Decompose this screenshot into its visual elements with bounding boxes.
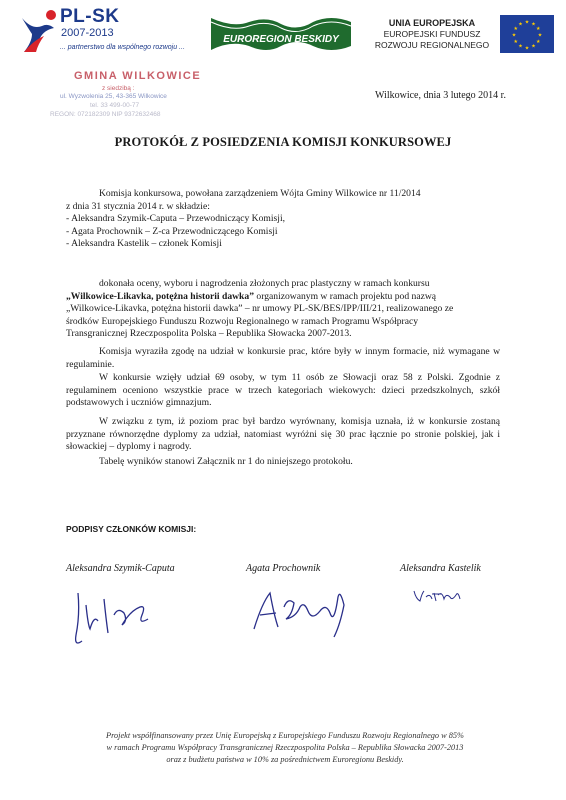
document-date: Wilkowice, dnia 3 lutego 2014 r. — [375, 90, 506, 101]
signatory-name: Agata Prochownik — [246, 563, 321, 574]
svg-text:★: ★ — [518, 43, 523, 50]
signatory-name: Aleksandra Kastelik — [400, 563, 481, 574]
svg-text:★: ★ — [513, 26, 519, 32]
signatures-heading: PODPISY CZŁONKÓW KOMISJI: — [66, 524, 197, 534]
svg-text:★: ★ — [537, 32, 543, 39]
svg-text:★: ★ — [531, 21, 536, 28]
eu-fund-text — [372, 18, 492, 51]
funding-footer — [40, 730, 530, 766]
plsk-slogan: ... partnerstwo dla wspólnego rozwoju ... — [60, 44, 185, 51]
footer-line-2: w ramach Programu Współpracy Transgranicznej Rzeczpospolita Polska – Republika Słowacka 2007-2013 — [106, 743, 464, 752]
plsk-figure-icon — [18, 8, 60, 54]
stamp-title: GMINA WILKOWICE — [74, 70, 202, 82]
eu-line-3: ROZWOJU REGIONALNEGO — [374, 40, 490, 50]
contest-title: „Wilkowice-Likavka, potężna historii dawka” — [66, 290, 254, 302]
para1-line-1: dokonała oceny, wyboru i nagrodzenia złożonych prac plastyczny w ramach konkursu — [99, 278, 430, 289]
stamp-line-3: tel. 33 499-00-77 — [90, 102, 140, 109]
member-item: - Aleksandra Kastelik – członek Komisji — [66, 238, 222, 249]
para1-line-4: środków Europejskiego Funduszu Rozwoju Regionalnego w ramach Programu Współpracy — [66, 315, 419, 327]
svg-text:★: ★ — [513, 39, 519, 45]
paragraph-4: W związku z tym, iż poziom prac był bardzo wyrównany, komisja uznała, iż w konkursie zostaną przyznane równorzędne dyplomy za udział, natomiast wyróżni się 30 prac łącznie po stronie polskiej, jak i słowackiej – dyplomy i nagrody. — [66, 416, 500, 452]
footer-line-1: Projekt współfinansowany przez Unię Europejską z Europejskiego Funduszu Rozwoju Regionalnego w 85% — [106, 731, 464, 740]
svg-text:★: ★ — [511, 32, 517, 39]
signature-prochownik — [248, 585, 358, 645]
paragraph-5: Tabelę wyników stanowi Załącznik nr 1 do niniejszego protokołu. — [99, 456, 353, 467]
svg-text:★: ★ — [524, 45, 530, 52]
intro-line-2: z dnia 31 stycznia 2014 r. w składzie: — [66, 200, 210, 212]
stamp-line-4: REGON: 072182309 NIP 9372632468 — [50, 111, 161, 118]
svg-text:★: ★ — [531, 43, 536, 50]
municipality-stamp — [50, 68, 235, 128]
signature-szymik-caputa — [68, 585, 168, 655]
plsk-name: PL-SK — [60, 6, 120, 27]
eu-flag-icon — [500, 15, 554, 53]
para1-line-5: Transgranicznej Rzeczpospolita Polska – Republika Słowacka 2007-2013. — [66, 328, 352, 339]
member-item: - Agata Prochownik – Z-ca Przewodniczącego Komisji — [66, 225, 278, 237]
signatory-name: Aleksandra Szymik-Caputa — [66, 563, 175, 574]
svg-text:★: ★ — [518, 21, 523, 28]
document-title: PROTOKÓŁ Z POSIEDZENIA KOMISJI KONKURSOWEJ — [114, 135, 452, 149]
paragraph-1 — [66, 278, 500, 341]
euroregion-label: EUROREGION BESKIDY — [223, 34, 339, 45]
plsk-years: 2007-2013 — [61, 27, 114, 39]
para1-line-3: „Wilkowice-Likavka, potężna historii dawka” – nr umowy PL-SK/BES/IPP/III/21, realizowanego ze — [66, 303, 454, 314]
stamp-line-2: ul. Wyzwolenia 25, 43-365 Wilkowice — [60, 93, 167, 100]
member-item: - Aleksandra Szymik-Caputa – Przewodniczący Komisji, — [66, 213, 286, 224]
svg-text:★: ★ — [524, 19, 530, 26]
signature-kastelik — [412, 585, 472, 615]
euroregion-beskidy-logo — [209, 16, 353, 56]
footer-line-3: oraz z budżetu państwa w 10% za pośrednictwem Euroregionu Beskidy. — [166, 755, 404, 764]
eu-line-2: EUROPEJSKI FUNDUSZ — [383, 29, 481, 39]
stamp-line-1: z siedzibą : — [102, 85, 135, 92]
eu-line-1: UNIA EUROPEJSKA — [388, 18, 476, 28]
paragraph-2: Komisja wyraziła zgodę na udział w konkursie prac, które były w innym formacie, niż wymagane w regulaminie. — [66, 346, 500, 370]
svg-text:★: ★ — [535, 39, 541, 45]
svg-text:★: ★ — [535, 26, 541, 32]
intro-block — [66, 188, 500, 251]
paragraph-3: W konkursie wzięły udział 69 osoby, w tym 11 osób ze Słowacji oraz 58 z Polski. Zgodnie z regulaminem oceniono wszystkie prace w trzech kategoriach wiekowych: dzieci przedszkolnych, szkół podstawowych i uczniów gimnazjum. — [66, 372, 500, 408]
intro-line-1: Komisja konkursowa, powołana zarządzeniem Wójta Gminy Wilkowice nr 11/2014 — [99, 188, 421, 199]
para1-line-2-rest: organizowanym w ramach projektu pod nazwą — [254, 290, 437, 302]
